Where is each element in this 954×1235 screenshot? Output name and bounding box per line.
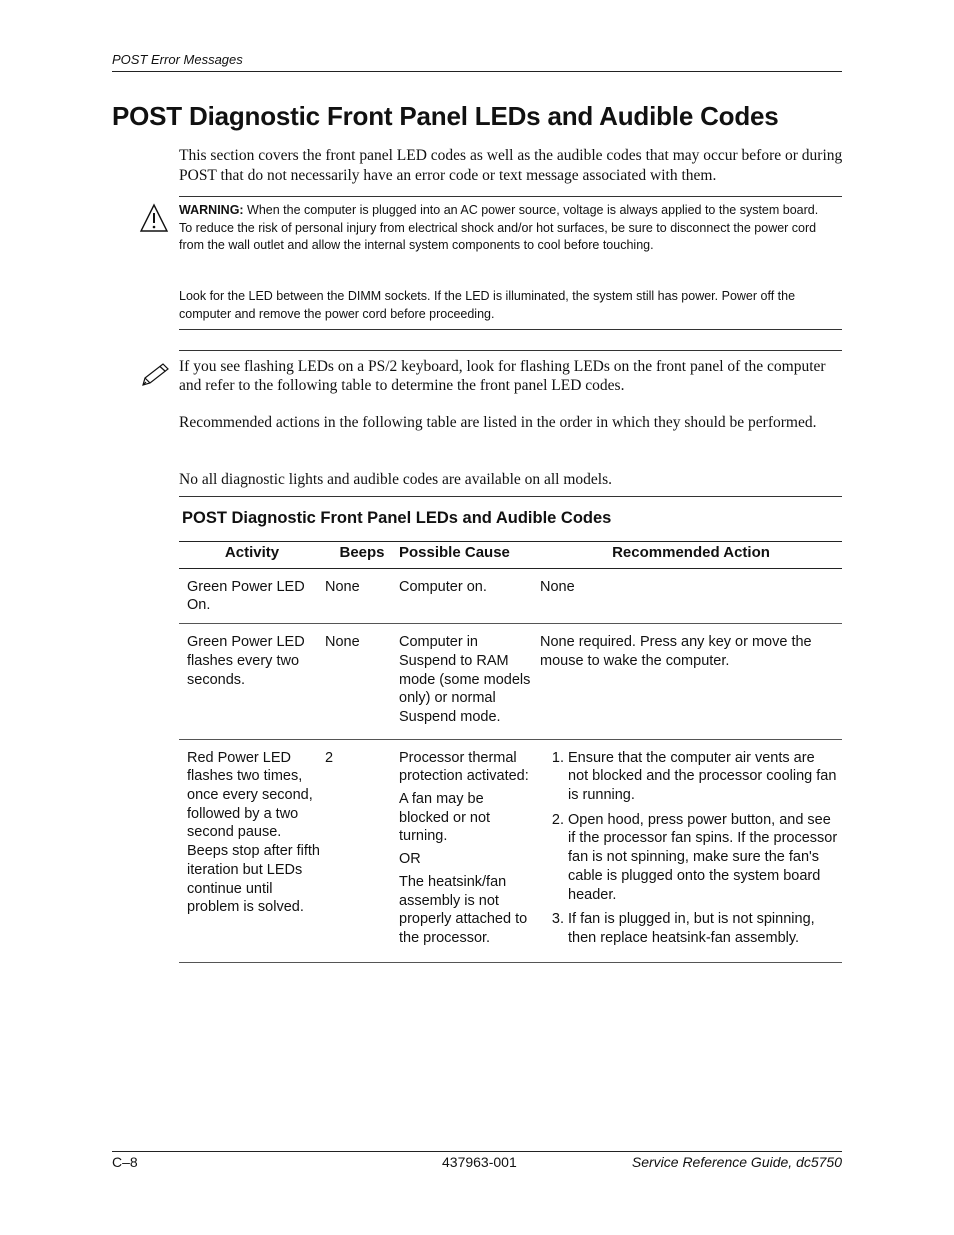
cell-action — [540, 739, 842, 962]
cell-activity: Green Power LED On. — [179, 568, 325, 623]
note-paragraph: Recommended actions in the following table are listed in the order in which they should be performed. — [179, 414, 817, 431]
warning-label: WARNING: — [179, 203, 244, 217]
header-recommended-action: Recommended Action — [540, 542, 842, 569]
table-row — [179, 624, 842, 740]
cell-action: None required. Press any key or move the mouse to wake the computer. — [540, 624, 842, 740]
warning-body: When the computer is plugged into an AC power source, voltage is always applied to the system board. To reduce the risk of personal injury from electrical shock and/or hot surfaces, be sure to disconnect the power cord from the wall outlet and allow the internal system components to cool before touching. — [179, 203, 819, 252]
cause-text: Computer in Suspend to RAM mode (some models only) or normal Suspend mode. — [399, 634, 531, 725]
note-top-rule — [179, 350, 842, 351]
footer-rule — [112, 1151, 842, 1152]
cell-activity: Green Power LED flashes every two seconds. — [179, 624, 325, 740]
cell-cause — [399, 624, 540, 740]
action-step: 3. If fan is plugged in, but is not spinning, then replace heatsink-fan assembly. — [568, 910, 838, 947]
cell-beeps: 2 — [325, 739, 399, 962]
note-paragraph: If you see flashing LEDs on a PS/2 keyboard, look for flashing LEDs on the front panel of the computer and refer to the following table to determine the front panel LED codes. — [179, 358, 826, 394]
cell-cause — [399, 739, 540, 962]
header-beeps: Beeps — [325, 542, 399, 569]
cell-action: None — [540, 568, 842, 623]
cell-beeps: None — [325, 568, 399, 623]
cause-text: Computer on. — [399, 578, 487, 595]
section-title: POST Diagnostic Front Panel LEDs and Audible Codes — [112, 101, 779, 131]
action-step: 2. Open hood, press power button, and see if the processor fan spins. If the processor fan is not spinning, make sure the fan's cable is plugged onto the system board header. — [568, 811, 838, 905]
warning-bottom-rule — [179, 329, 842, 330]
pencil-note-icon — [139, 361, 173, 389]
intro-paragraph: This section covers the front panel LED codes as well as the audible codes that may occur before or during POST that do not necessarily have an error code or text message associated with them. — [179, 147, 843, 184]
note-bottom-rule — [179, 496, 842, 497]
header-rule — [112, 71, 842, 72]
cause-text: A fan may be blocked or not turning. — [399, 791, 491, 845]
cell-cause — [399, 568, 540, 623]
cause-text: Processor thermal protection activated: — [399, 749, 529, 785]
header-activity: Activity — [179, 542, 325, 569]
warning-text-secondary: Look for the LED between the DIMM sockets. If the LED is illuminated, the system still has power. Power off the computer and remove the power cord before proceeding. — [179, 289, 796, 321]
running-header: POST Error Messages — [112, 52, 243, 67]
header-possible-cause: Possible Cause — [399, 542, 540, 569]
cause-text: The heatsink/fan assembly is not properly attached to the processor. — [399, 873, 528, 946]
footer-document-number: 437963-001 — [442, 1154, 517, 1170]
cell-beeps: None — [325, 624, 399, 740]
cause-text: OR — [399, 851, 421, 868]
cell-activity: Red Power LED flashes two times, once every second, followed by a two second pause. Beeps stop after fifth iteration but LEDs continue until problem is solved. — [179, 739, 325, 962]
warning-text — [179, 202, 819, 255]
note-paragraph: No all diagnostic lights and audible codes are available on all models. — [179, 471, 613, 488]
diagnostic-codes-table — [179, 541, 842, 963]
action-steps-list — [540, 749, 838, 948]
warning-triangle-icon — [139, 203, 169, 233]
action-step: 1. Ensure that the computer air vents are not blocked and the processor cooling fan is running. — [568, 749, 838, 805]
table-title: POST Diagnostic Front Panel LEDs and Audible Codes — [182, 509, 612, 527]
footer-guide-title: Service Reference Guide, dc5750 — [631, 1154, 842, 1170]
table-row — [179, 739, 842, 962]
warning-top-rule — [179, 196, 842, 197]
footer-page-number: C–8 — [112, 1154, 138, 1170]
table-header-row — [179, 542, 842, 569]
table-row — [179, 568, 842, 623]
